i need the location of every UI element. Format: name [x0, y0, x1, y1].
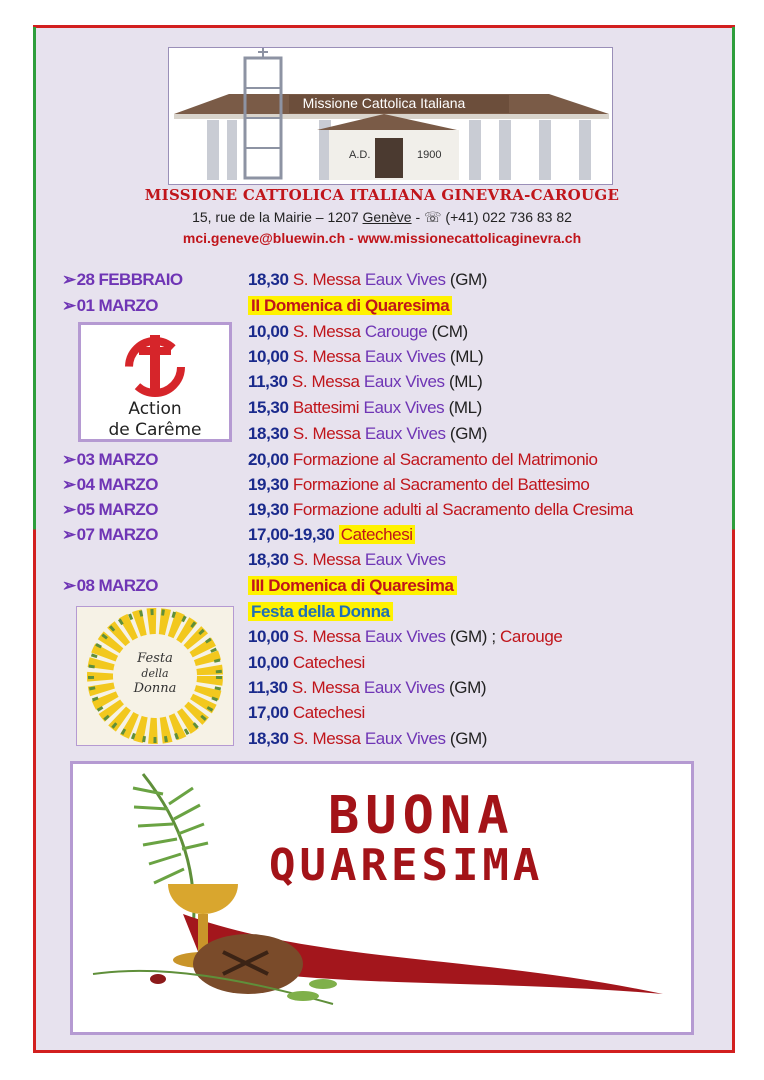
date-label: 07 MARZO — [76, 525, 158, 544]
buona-quaresima-banner — [70, 761, 694, 1035]
schedule-line: 18,30 S. Messa Eaux Vives — [248, 550, 446, 569]
action-text-1: Action — [128, 399, 182, 419]
date-label: 05 MARZO — [76, 500, 158, 519]
date-item: ➢03 MARZO — [62, 450, 158, 469]
schedule-line: 19,30 Formazione al Sacramento del Battesimo — [248, 475, 590, 494]
schedule-line: 18,30 S. Messa Eaux Vives (GM) — [248, 270, 488, 289]
date-label: 01 MARZO — [76, 296, 158, 315]
festa-text-3: Donna — [133, 681, 177, 696]
date-label: 04 MARZO — [76, 475, 158, 494]
schedule-line: 10,00 S. Messa Carouge (CM) — [248, 322, 468, 341]
action-text-2: de Carême — [108, 420, 202, 440]
schedule-line: 18,30 S. Messa Eaux Vives (GM) — [248, 729, 488, 748]
bottom-border — [33, 1050, 735, 1053]
date-item: ➢01 MARZO — [62, 296, 158, 315]
buona-text: BUONA — [328, 786, 515, 846]
left-border — [33, 27, 36, 1053]
mission-title: MISSIONE CATTOLICA ITALIANA GINEVRA-CAROUGE — [144, 186, 620, 204]
logo-sign-text: Missione Cattolica Italiana — [302, 95, 466, 111]
date-item: ➢28 FEBBRAIO — [62, 270, 183, 289]
festa-della-donna-image — [76, 606, 234, 746]
date-label: 03 MARZO — [76, 450, 158, 469]
schedule-heading: Festa della Donna — [248, 602, 393, 622]
address-street: 15, rue de la Mairie – 1207 — [192, 209, 363, 225]
top-border — [33, 25, 735, 28]
date-item: ➢04 MARZO — [62, 475, 158, 494]
festa-text-1: Festa — [137, 651, 173, 666]
mission-address — [0, 209, 764, 226]
date-item: ➢05 MARZO — [62, 500, 158, 519]
schedule-line: 17,00 Catechesi — [248, 703, 365, 722]
right-border — [732, 27, 735, 1053]
schedule-line: 11,30 S. Messa Eaux Vives (ML) — [248, 372, 483, 391]
church-logo — [168, 47, 613, 185]
schedule-line: 17,00-19,30 Catechesi — [248, 525, 413, 544]
festa-text-2: della — [141, 667, 169, 680]
schedule-heading: II Domenica di Quaresima — [248, 296, 452, 316]
schedule-line: 15,30 Battesimi Eaux Vives (ML) — [248, 398, 482, 417]
schedule-line: 10,00 S. Messa Eaux Vives (GM) ; Carouge — [248, 627, 563, 646]
schedule-line: 18,30 S. Messa Eaux Vives (GM) — [248, 424, 488, 443]
date-label: 28 FEBBRAIO — [76, 270, 183, 289]
logo-year-text: 1900 — [417, 149, 442, 161]
schedule-line: 10,00 Catechesi — [248, 653, 365, 672]
address-city: Genève — [362, 209, 412, 225]
schedule-heading: III Domenica di Quaresima — [248, 576, 457, 596]
address-phone: - ☏ (+41) 022 736 83 82 — [411, 209, 572, 225]
schedule-line: 10,00 S. Messa Eaux Vives (ML) — [248, 347, 484, 366]
date-item: ➢08 MARZO — [62, 576, 158, 595]
action-careme-logo — [78, 322, 232, 442]
mission-contacts: mci.geneve@bluewin.ch - www.missionecattolicaginevra.ch — [182, 230, 582, 246]
quaresima-text: QUARESIMA — [269, 840, 544, 891]
schedule-line: 19,30 Formazione adulti al Sacramento della Cresima — [248, 500, 633, 519]
schedule-line: 20,00 Formazione al Sacramento del Matrimonio — [248, 450, 598, 469]
date-item: ➢07 MARZO — [62, 525, 158, 544]
logo-ad-text: A.D. — [349, 149, 371, 161]
date-label: 08 MARZO — [76, 576, 158, 595]
schedule-line: 11,30 S. Messa Eaux Vives (GM) — [248, 678, 487, 697]
